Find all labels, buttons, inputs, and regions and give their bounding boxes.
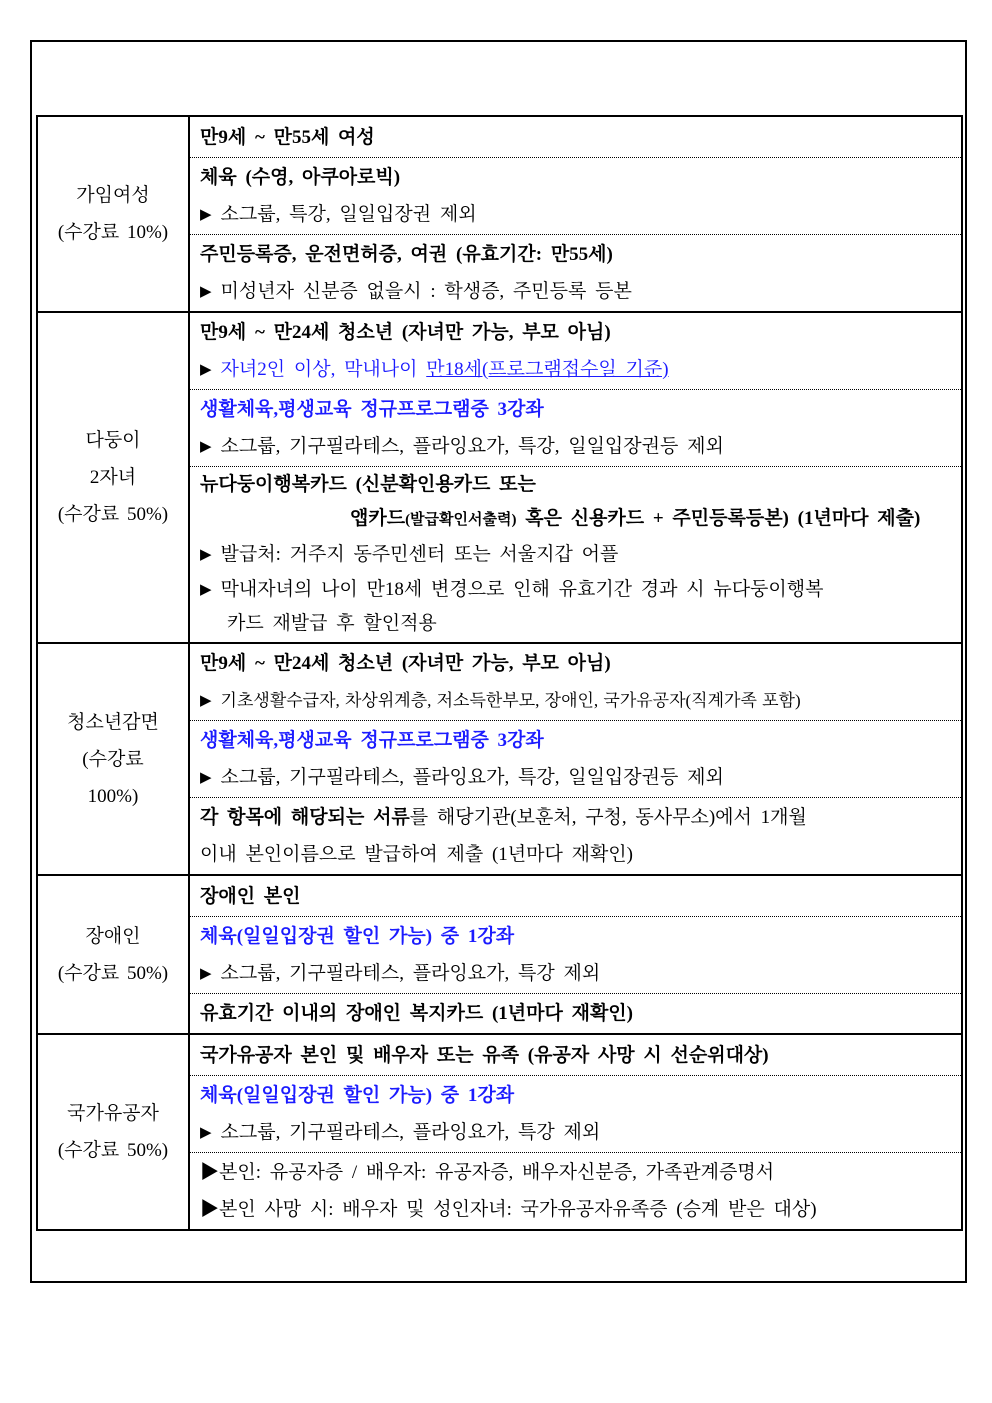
row-line: 생활체육,평생교육 정규프로그램중 3강좌 — [200, 399, 544, 420]
table-row — [190, 157, 961, 234]
triangle-bullet-icon: ▶ — [200, 360, 212, 378]
detail-cell — [190, 644, 961, 874]
table-row — [190, 797, 961, 874]
row-line: 체육(일일입장권 할인 가능) 중 1강좌 — [200, 1085, 515, 1106]
table-row — [190, 313, 961, 389]
row-line: 뉴다둥이행복카드 (신분확인용카드 또는 — [200, 474, 536, 495]
table-row — [190, 720, 961, 797]
table-row — [190, 876, 961, 916]
table-row — [190, 389, 961, 466]
triangle-bullet-icon: ▶ — [200, 691, 212, 709]
table-row — [190, 644, 961, 720]
row-line-emphasis: 각 항목에 해당되는 서류 — [200, 807, 410, 828]
category-cell — [38, 644, 190, 874]
row-line: ▶본인: 유공자증 / 배우자: 유공자증, 배우자신분증, 가족관계증명서 — [200, 1162, 775, 1183]
row-line: 체육(일일입장권 할인 가능) 중 1강좌 — [200, 926, 515, 947]
row-line: 카드 재발급 후 할인적용 — [227, 613, 437, 634]
row-line — [200, 572, 955, 607]
triangle-bullet-icon: ▶ — [200, 1123, 212, 1141]
detail-cell — [190, 1035, 961, 1229]
row-line: ▶본인 사망 시: 배우자 및 성인자녀: 국가유공자유족증 (승계 받은 대상) — [200, 1199, 817, 1220]
row-line-text: 기초생활수급자, 차상위계층, 저소득한부모, 장애인, 국가유공자(직계가족 포함) — [220, 691, 801, 710]
triangle-bullet-icon: ▶ — [200, 545, 212, 563]
section-youth-exemption — [38, 642, 961, 874]
triangle-bullet-icon: ▶ — [200, 205, 212, 223]
row-line — [200, 1114, 955, 1151]
section-disabled — [38, 874, 961, 1033]
row-line — [200, 537, 955, 572]
category-discount: (수강료 50%) — [57, 1140, 169, 1161]
row-line-text: 혹은 신용카드 + 주민등록등본) (1년마다 제출) — [516, 508, 921, 529]
row-line — [200, 273, 955, 310]
category-discount: (수강료 10%) — [57, 222, 169, 243]
row-line: 장애인 본인 — [200, 885, 301, 907]
table-row — [190, 466, 961, 642]
category-discount: 100%) — [87, 785, 139, 807]
table-row — [190, 993, 961, 1033]
triangle-bullet-icon: ▶ — [200, 437, 212, 455]
row-line: 만9세 ~ 만24세 청소년 (자녀만 가능, 부모 아님) — [200, 322, 611, 343]
triangle-bullet-icon: ▶ — [200, 964, 212, 982]
row-line-text-underlined: 만18세(프로그램접수일 기준) — [426, 359, 669, 380]
row-line — [200, 955, 955, 992]
row-line-text: 앱카드 — [350, 508, 406, 529]
row-line: 체육 (수영, 아쿠아로빅) — [200, 167, 401, 188]
row-line: 유효기간 이내의 장애인 복지카드 (1년마다 재확인) — [200, 1003, 633, 1024]
table-row — [190, 234, 961, 311]
row-line-text: 소그룹, 특강, 일일입장권 제외 — [220, 204, 477, 225]
category-discount: (수강료 50%) — [57, 962, 169, 984]
category-cell — [38, 876, 190, 1033]
row-line — [200, 502, 955, 537]
row-line — [200, 799, 955, 836]
row-line-text: 발급처: 거주지 동주민센터 또는 서울지갑 어플 — [220, 544, 619, 565]
section-national-merit — [38, 1033, 961, 1229]
category-label: 가임여성 — [76, 185, 150, 206]
triangle-bullet-icon: ▶ — [200, 580, 212, 598]
discount-table — [36, 115, 963, 1231]
row-line-text: 를 해당기관(보훈처, 구청, 동사무소)에서 1개월 — [409, 807, 807, 828]
triangle-bullet-icon: ▶ — [200, 768, 212, 786]
detail-cell — [190, 313, 961, 642]
row-line — [200, 759, 955, 796]
row-line-text: 소그룹, 기구필라테스, 플라잉요가, 특강, 일일입장권등 제외 — [220, 436, 724, 457]
row-line — [200, 351, 955, 388]
category-cell — [38, 313, 190, 642]
detail-cell — [190, 117, 961, 311]
row-line-text: 자녀2인 이상, 막내나이 — [220, 359, 427, 380]
row-line-text: 미성년자 신분증 없을시 : 학생증, 주민등록 등본 — [220, 281, 632, 302]
row-line: 국가유공자 본인 및 배우자 또는 유족 (유공자 사망 시 선순위대상) — [200, 1044, 769, 1066]
detail-cell — [190, 876, 961, 1033]
row-line-text: 소그룹, 기구필라테스, 플라잉요가, 특강 제외 — [220, 963, 601, 984]
row-line: 주민등록증, 운전면허증, 여권 (유효기간: 만55세) — [200, 244, 613, 265]
row-line: 이내 본인이름으로 발급하여 제출 (1년마다 재확인) — [200, 844, 633, 865]
category-label: 장애인 — [85, 925, 141, 947]
table-row — [190, 1152, 961, 1229]
table-row — [190, 1075, 961, 1152]
section-fertile-women — [38, 117, 961, 311]
category-label: 국가유공자 — [67, 1103, 159, 1124]
category-label: 2자녀 — [89, 467, 137, 488]
category-cell — [38, 1035, 190, 1229]
row-line-text: 소그룹, 기구필라테스, 플라잉요가, 특강, 일일입장권등 제외 — [220, 767, 724, 788]
row-line-text: 막내자녀의 나이 만18세 변경으로 인해 유효기간 경과 시 뉴다둥이행복 — [220, 579, 824, 600]
table-row — [190, 916, 961, 993]
row-line: 생활체육,평생교육 정규프로그램중 3강좌 — [200, 730, 544, 751]
category-discount: (수강료 50%) — [57, 504, 169, 525]
category-discount: (수강료 — [82, 748, 144, 770]
row-line: 만9세 ~ 만24세 청소년 (자녀만 가능, 부모 아님) — [200, 653, 611, 674]
row-line-small-text: (발급확인서출력) — [405, 512, 517, 528]
triangle-bullet-icon: ▶ — [200, 282, 212, 300]
category-label: 청소년감면 — [67, 711, 159, 733]
section-two-children — [38, 311, 961, 642]
table-row — [190, 1035, 961, 1075]
category-label: 다둥이 — [85, 430, 141, 451]
row-line — [200, 428, 955, 465]
category-cell — [38, 117, 190, 311]
row-line — [200, 682, 955, 719]
row-line: 만9세 ~ 만55세 여성 — [200, 126, 375, 148]
row-line — [200, 196, 955, 233]
row-line-text: 소그룹, 기구필라테스, 플라잉요가, 특강 제외 — [220, 1122, 601, 1143]
table-row — [190, 117, 961, 157]
